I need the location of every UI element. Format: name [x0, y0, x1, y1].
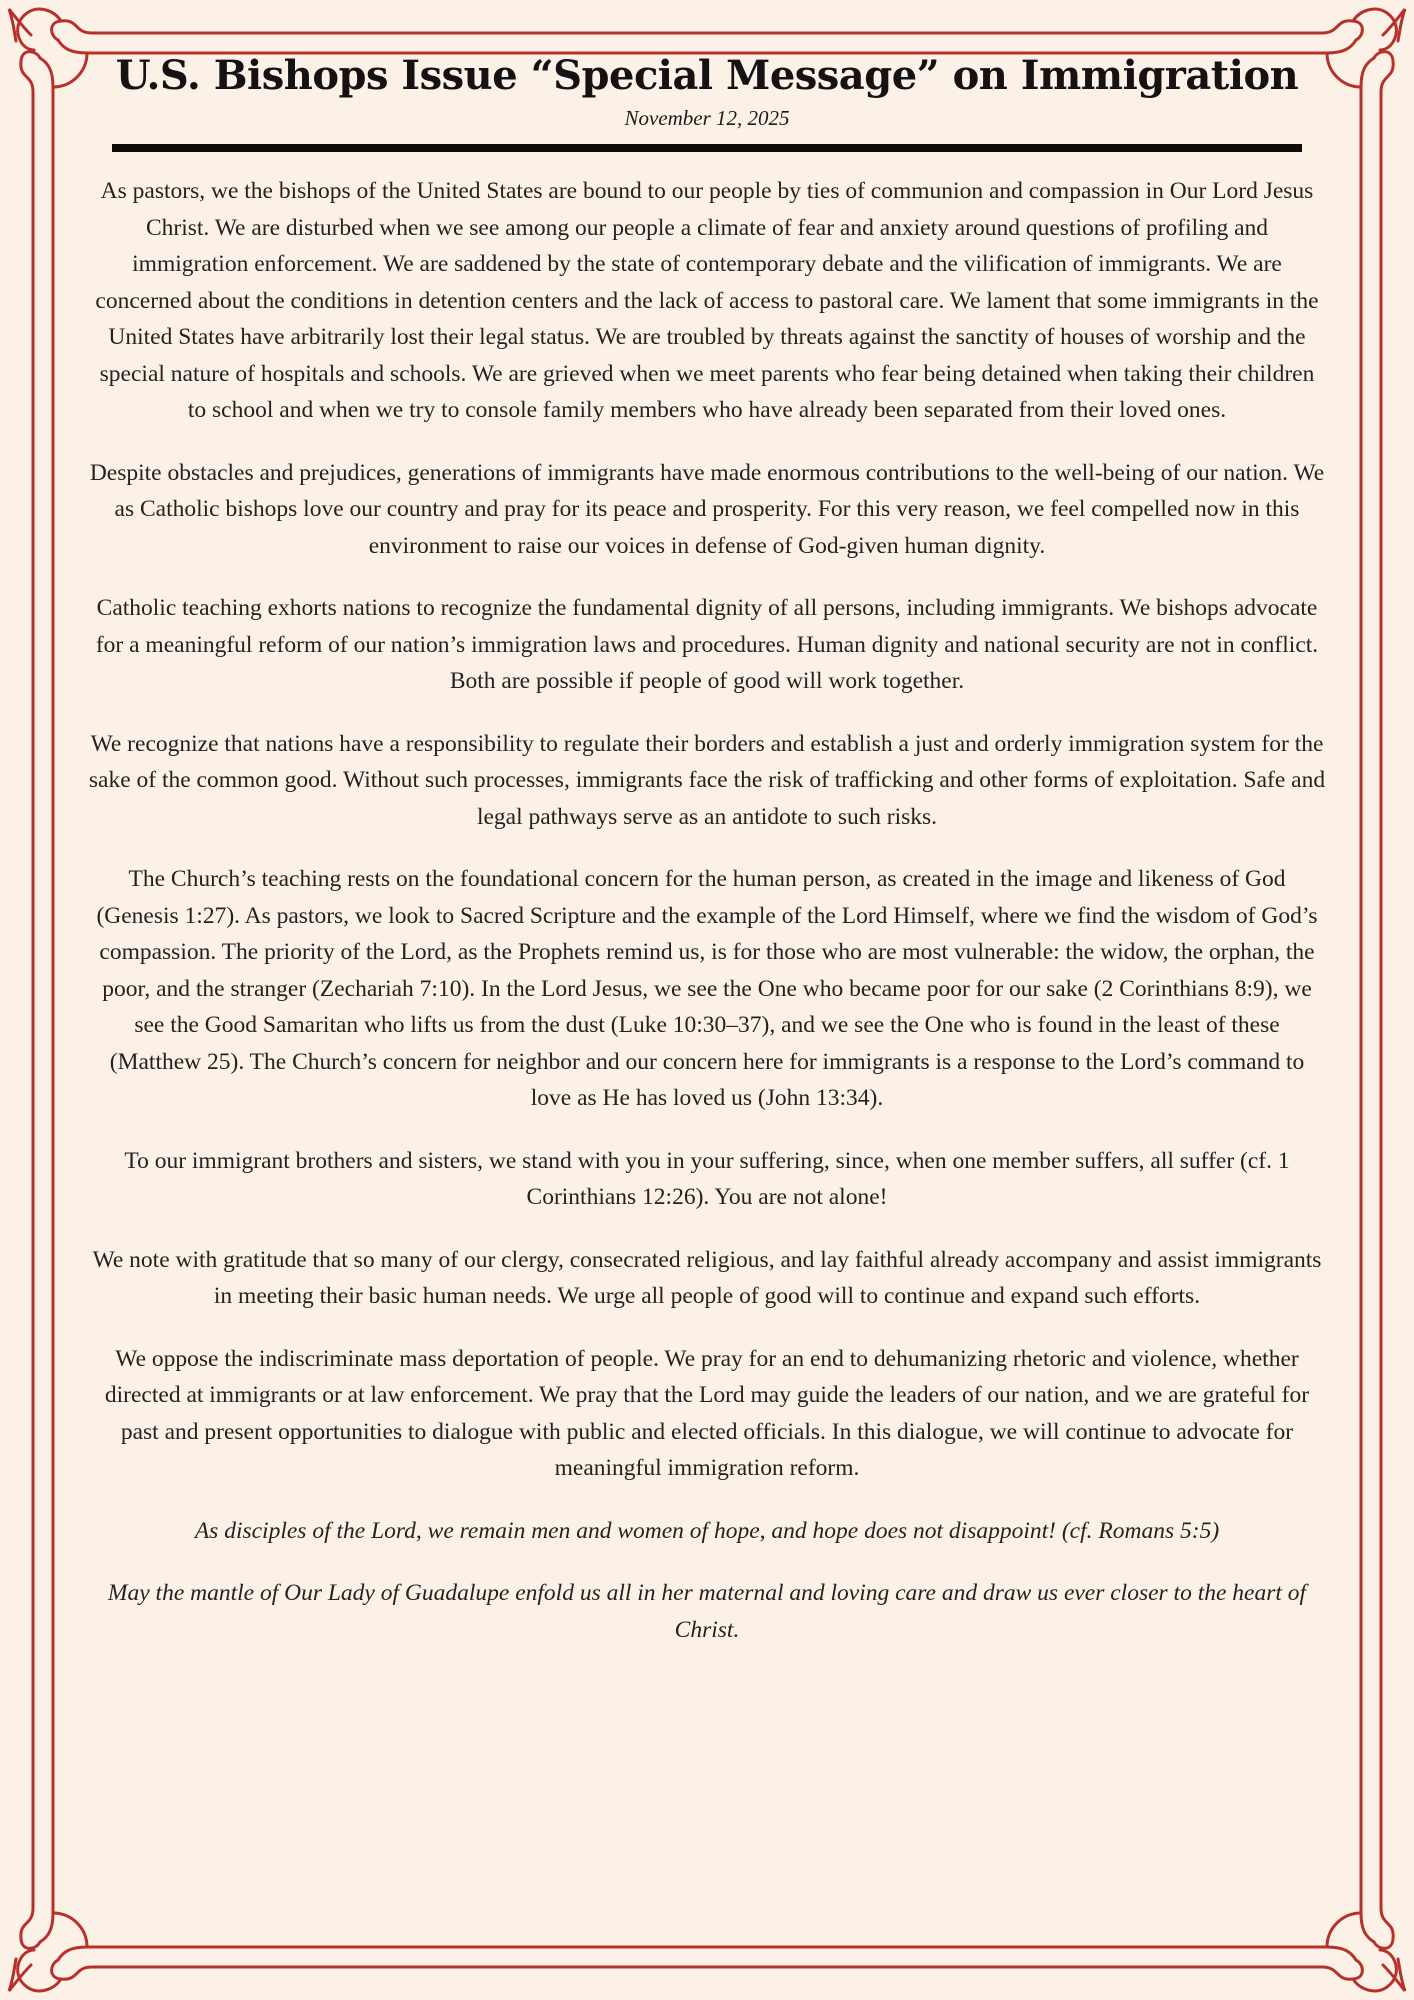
paragraph-contributions: Despite obstacles and prejudices, generations of immigrants have made enormous contributions to the well-being of our nation. We as Catholic bishops love our country and pray for its peace and prosperity. For this very reason, we feel compelled now in this environment to raise our voices in defense of God-given human dignity.: [89, 459, 1325, 559]
document-header: [88, 52, 1326, 152]
title-divider-rule: [112, 144, 1302, 152]
page-title: U.S. Bishops Issue “Special Message” on Immigration: [115, 52, 1299, 99]
paragraph-borders: We recognize that nations have a responsibility to regulate their borders and establish a just and orderly immigration system for the sake of the common good. Without such processes, immigrants face the risk of trafficking and other forms of exploitation. Safe and legal pathways serve as an antidote to such risks.: [88, 730, 1326, 830]
paragraph-hope: As disciples of the Lord, we remain men and women of hope, and hope does not disappoint! (cf. Romans 5:5): [194, 1517, 1220, 1544]
paragraph-gratitude: We note with gratitude that so many of our clergy, consecrated religious, and lay faithful already accompany and assist immigrants in meeting their basic human needs. We urge all people of good will to continue and expand such efforts.: [92, 1246, 1322, 1310]
paragraph-opening: As pastors, we the bishops of the United States are bound to our people by ties of communion and compassion in Our Lord Jesus Christ. We are disturbed when we see among our people a climate of fear and anxiety around questions of profiling and immigration enforcement. We are saddened by the state of contemporary debate and the vilification of immigrants. We are concerned about the conditions in detention centers and the lack of access to pastoral care. We lament that some immigrants in the United States have arbitrarily lost their legal status. We are troubled by threats against the sanctity of houses of worship and the special nature of hospitals and schools. We are grieved when we meet parents who fear being detained when taking their children to school and when we try to console family members who have already been separated from their loved ones.: [95, 178, 1319, 424]
document-body: [88, 173, 1326, 1648]
paragraph-catholic-teaching: Catholic teaching exhorts nations to recognize the fundamental dignity of all persons, including immigrants. We bishops advocate for a meaningful reform of our nation’s immigration laws and procedures. Human dignity and national security are not in conflict. Both are possible if people of good will work together.: [95, 595, 1319, 695]
paragraph-solidarity: To our immigrant brothers and sisters, we stand with you in your suffering, since, when one member suffers, all suffer (cf. 1 Corinthians 12:26). You are not alone!: [124, 1147, 1290, 1211]
paragraph-guadalupe: May the mantle of Our Lady of Guadalupe enfold us all in her maternal and loving care and draw us ever closer to the heart of Christ.: [107, 1580, 1307, 1643]
document-date: November 12, 2025: [624, 105, 790, 130]
paragraph-opposition: We oppose the indiscriminate mass deportation of people. We pray for an end to dehumanizing rhetoric and violence, whether directed at immigrants or at law enforcement. We pray that the Lord may guide the leaders of our nation, and we are grateful for past and present opportunities to dialogue with public and elected officials. In this dialogue, we will continue to advocate for meaningful immigration reform.: [104, 1345, 1310, 1482]
paragraph-church-teaching: The Church’s teaching rests on the foundational concern for the human person, as created in the image and likeness of God (Genesis 1:27). As pastors, we look to Sacred Scripture and the example of the Lord Himself, where we find the wisdom of God’s compassion. The priority of the Lord, as the Prophets remind us, is for those who are most vulnerable: the widow, the orphan, the poor, and the stranger (Zechariah 7:10). In the Lord Jesus, we see the One who became poor for our sake (2 Corinthians 8:9), we see the Good Samaritan who lifts us from the dust (Luke 10:30–37), and we see the One who is found in the least of these (Matthew 25). The Church’s concern for neighbor and our concern here for immigrants is a response to the Lord’s command to love as He has loved us (John 13:34).: [96, 866, 1318, 1112]
